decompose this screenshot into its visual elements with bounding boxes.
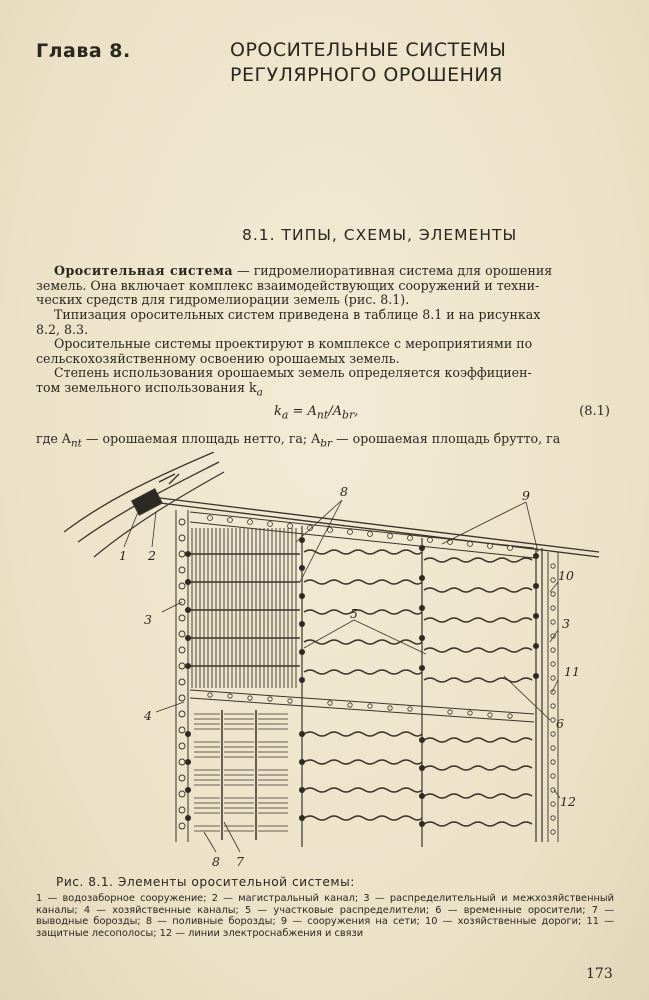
section-title: 8.1. ТИПЫ, СХЕМЫ, ЭЛЕМЕНТЫ	[242, 226, 518, 244]
figure-caption-title: Рис. 8.1. Элементы оросительной системы:	[56, 875, 355, 889]
paragraph-design	[36, 337, 610, 366]
fig-label-4: 4	[144, 708, 152, 723]
paragraph-definition	[36, 264, 610, 308]
figure-caption-legend: 1 — водозаборное сооружение; 2 — магистральный канал; 3 — распределительный и межхозяйственный каналы; 4 — хозяйственные каналы; 5 — участковые распределители; 6 — временные оросители; 7 — выводные борозды; 8 — поливные борозды; 9 — сооружения на сети; 10 — хозяйственные дороги; 11 — защитные лесополосы; 12 — линии электроснабжения и связи	[36, 893, 614, 939]
chapter-title	[230, 38, 560, 88]
paragraph-text: сельскохозяйственному освоению орошаемых земель.	[36, 350, 400, 366]
fig-label-11: 11	[564, 664, 580, 679]
chapter-label: Глава 8.	[36, 40, 131, 62]
paragraph-text: Типизация оросительных систем приведена в таблице 8.1 и на рисунках	[54, 307, 541, 322]
fig-label-7: 7	[236, 854, 244, 869]
fig-label-3-right: 3	[562, 616, 570, 631]
fig-label-2: 2	[148, 548, 156, 563]
formula-number: (8.1)	[579, 404, 610, 419]
formula-expression: $k_a = A_{nt}/A_{br}$,	[274, 404, 359, 422]
fig-label-8-bottom: 8	[212, 854, 220, 869]
paragraph-text: земель. Она включает комплекс взаимодействующих сооружений и техни-	[36, 277, 540, 293]
fig-label-3-left: 3	[144, 612, 152, 627]
fig-label-1: 1	[119, 548, 127, 563]
term-bold: Оросительная система	[54, 263, 234, 278]
chapter-title-line-1: ОРОСИТЕЛЬНЫЕ СИСТЕМЫ	[230, 39, 507, 61]
paragraph-text: — гидромелиоративная система для орошения	[233, 263, 553, 278]
formula-explanation: где $A_{nt}$ — орошаемая площадь нетто, га; $A_{br}$ — орошаемая площадь брутто, га	[36, 431, 561, 450]
paragraph-text: 8.2, 8.3.	[36, 321, 89, 337]
paragraph-typification	[36, 308, 610, 337]
chapter-title-line-2: РЕГУЛЯРНОГО ОРОШЕНИЯ	[230, 64, 503, 86]
fig-label-5: 5	[350, 606, 358, 621]
subscript: a	[256, 386, 263, 399]
fig-label-8-top: 8	[340, 484, 348, 499]
paragraph-text: Степень использования орошаемых земель определяется коэффициен-	[54, 365, 532, 380]
paragraph-text: ческих средств для гидромелиорации земель (рис. 8.1).	[36, 292, 410, 308]
irrigation-system-figure	[64, 452, 620, 872]
page-number: 173	[586, 966, 613, 982]
fig-label-12: 12	[560, 794, 576, 809]
fig-label-9: 9	[522, 488, 530, 503]
fig-label-6: 6	[556, 716, 564, 731]
paragraph-coefficient	[36, 366, 610, 400]
paragraph-text: Оросительные системы проектируют в комплексе с мероприятиями по	[54, 336, 533, 351]
paragraph-text: том земельного использования k	[36, 379, 257, 395]
fig-label-10: 10	[558, 568, 574, 583]
